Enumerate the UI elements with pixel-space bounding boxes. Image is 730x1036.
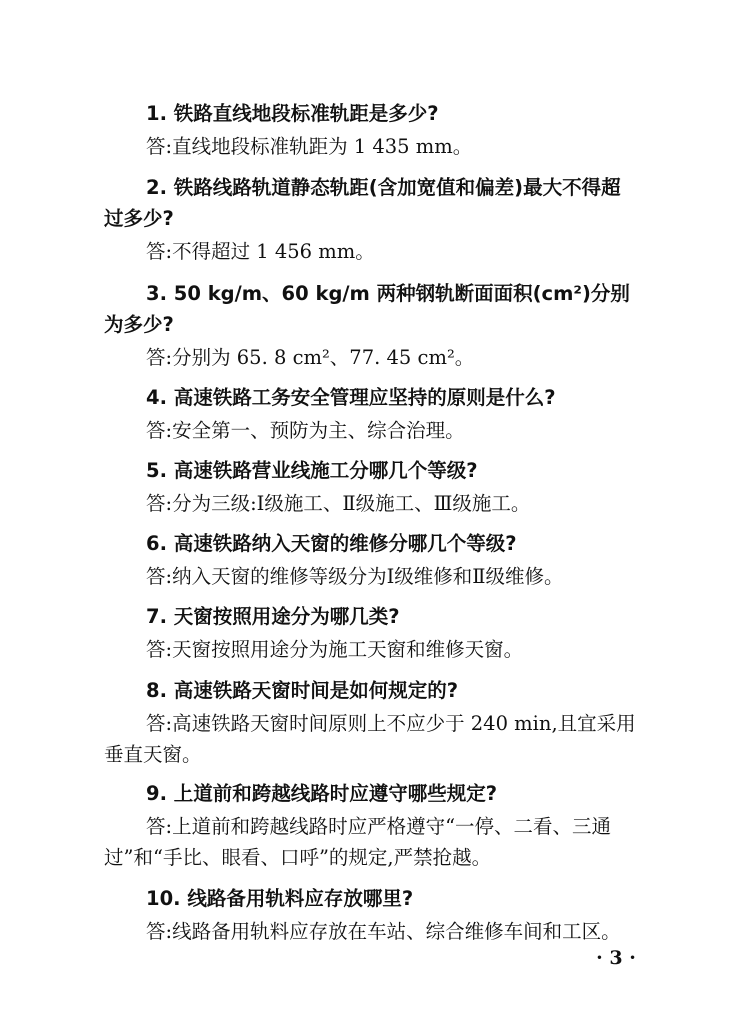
qa-item-3 <box>104 278 640 373</box>
question-3: 3. 50 kg/m、60 kg/m 两种钢轨断面面积(cm²)分别为多少? <box>104 282 630 336</box>
qa-item-6 <box>104 528 640 592</box>
question-5: 5. 高速铁路营业线施工分哪几个等级? <box>146 459 478 482</box>
qa-item-4 <box>104 382 640 446</box>
answer-4: 答:安全第一、预防为主、综合治理。 <box>146 419 465 442</box>
qa-item-7 <box>104 601 640 665</box>
answer-7: 答:天窗按照用途分为施工天窗和维修天窗。 <box>146 638 524 661</box>
question-1: 1. 铁路直线地段标准轨距是多少? <box>146 102 439 125</box>
question-4: 4. 高速铁路工务安全管理应坚持的原则是什么? <box>146 386 556 409</box>
answer-8: 答:高速铁路天窗时间原则上不应少于 240 min,且宜采用垂直天窗。 <box>104 712 636 766</box>
answer-10: 答:线路备用轨料应存放在车站、综合维修车间和工区。 <box>146 920 621 943</box>
answer-3: 答:分别为 65. 8 cm²、77. 45 cm²。 <box>146 346 475 369</box>
answer-1: 答:直线地段标准轨距为 1 435 mm。 <box>146 135 473 158</box>
question-7: 7. 天窗按照用途分为哪几类? <box>146 605 400 628</box>
page-number: · 3 · <box>596 947 636 969</box>
question-10: 10. 线路备用轨料应存放哪里? <box>146 887 414 910</box>
question-2: 2. 铁路线路轨道静态轨距(含加宽值和偏差)最大不得超过多少? <box>104 176 621 230</box>
qa-item-5 <box>104 455 640 519</box>
qa-item-2 <box>104 172 640 267</box>
answer-2: 答:不得超过 1 456 mm。 <box>146 240 375 263</box>
answer-6: 答:纳入天窗的维修等级分为Ⅰ级维修和Ⅱ级维修。 <box>146 565 564 588</box>
question-6: 6. 高速铁路纳入天窗的维修分哪几个等级? <box>146 532 517 555</box>
answer-9: 答:上道前和跨越线路时应严格遵守“一停、二看、三通过”和“手比、眼看、口呼”的规定,严禁抢越。 <box>104 815 612 869</box>
qa-item-9 <box>104 778 640 873</box>
qa-item-1 <box>104 98 640 162</box>
question-8: 8. 高速铁路天窗时间是如何规定的? <box>146 679 459 702</box>
question-9: 9. 上道前和跨越线路时应遵守哪些规定? <box>146 782 498 805</box>
answer-5: 答:分为三级:Ⅰ级施工、Ⅱ级施工、Ⅲ级施工。 <box>146 492 531 515</box>
qa-item-8 <box>104 675 640 770</box>
qa-item-10 <box>104 883 640 947</box>
